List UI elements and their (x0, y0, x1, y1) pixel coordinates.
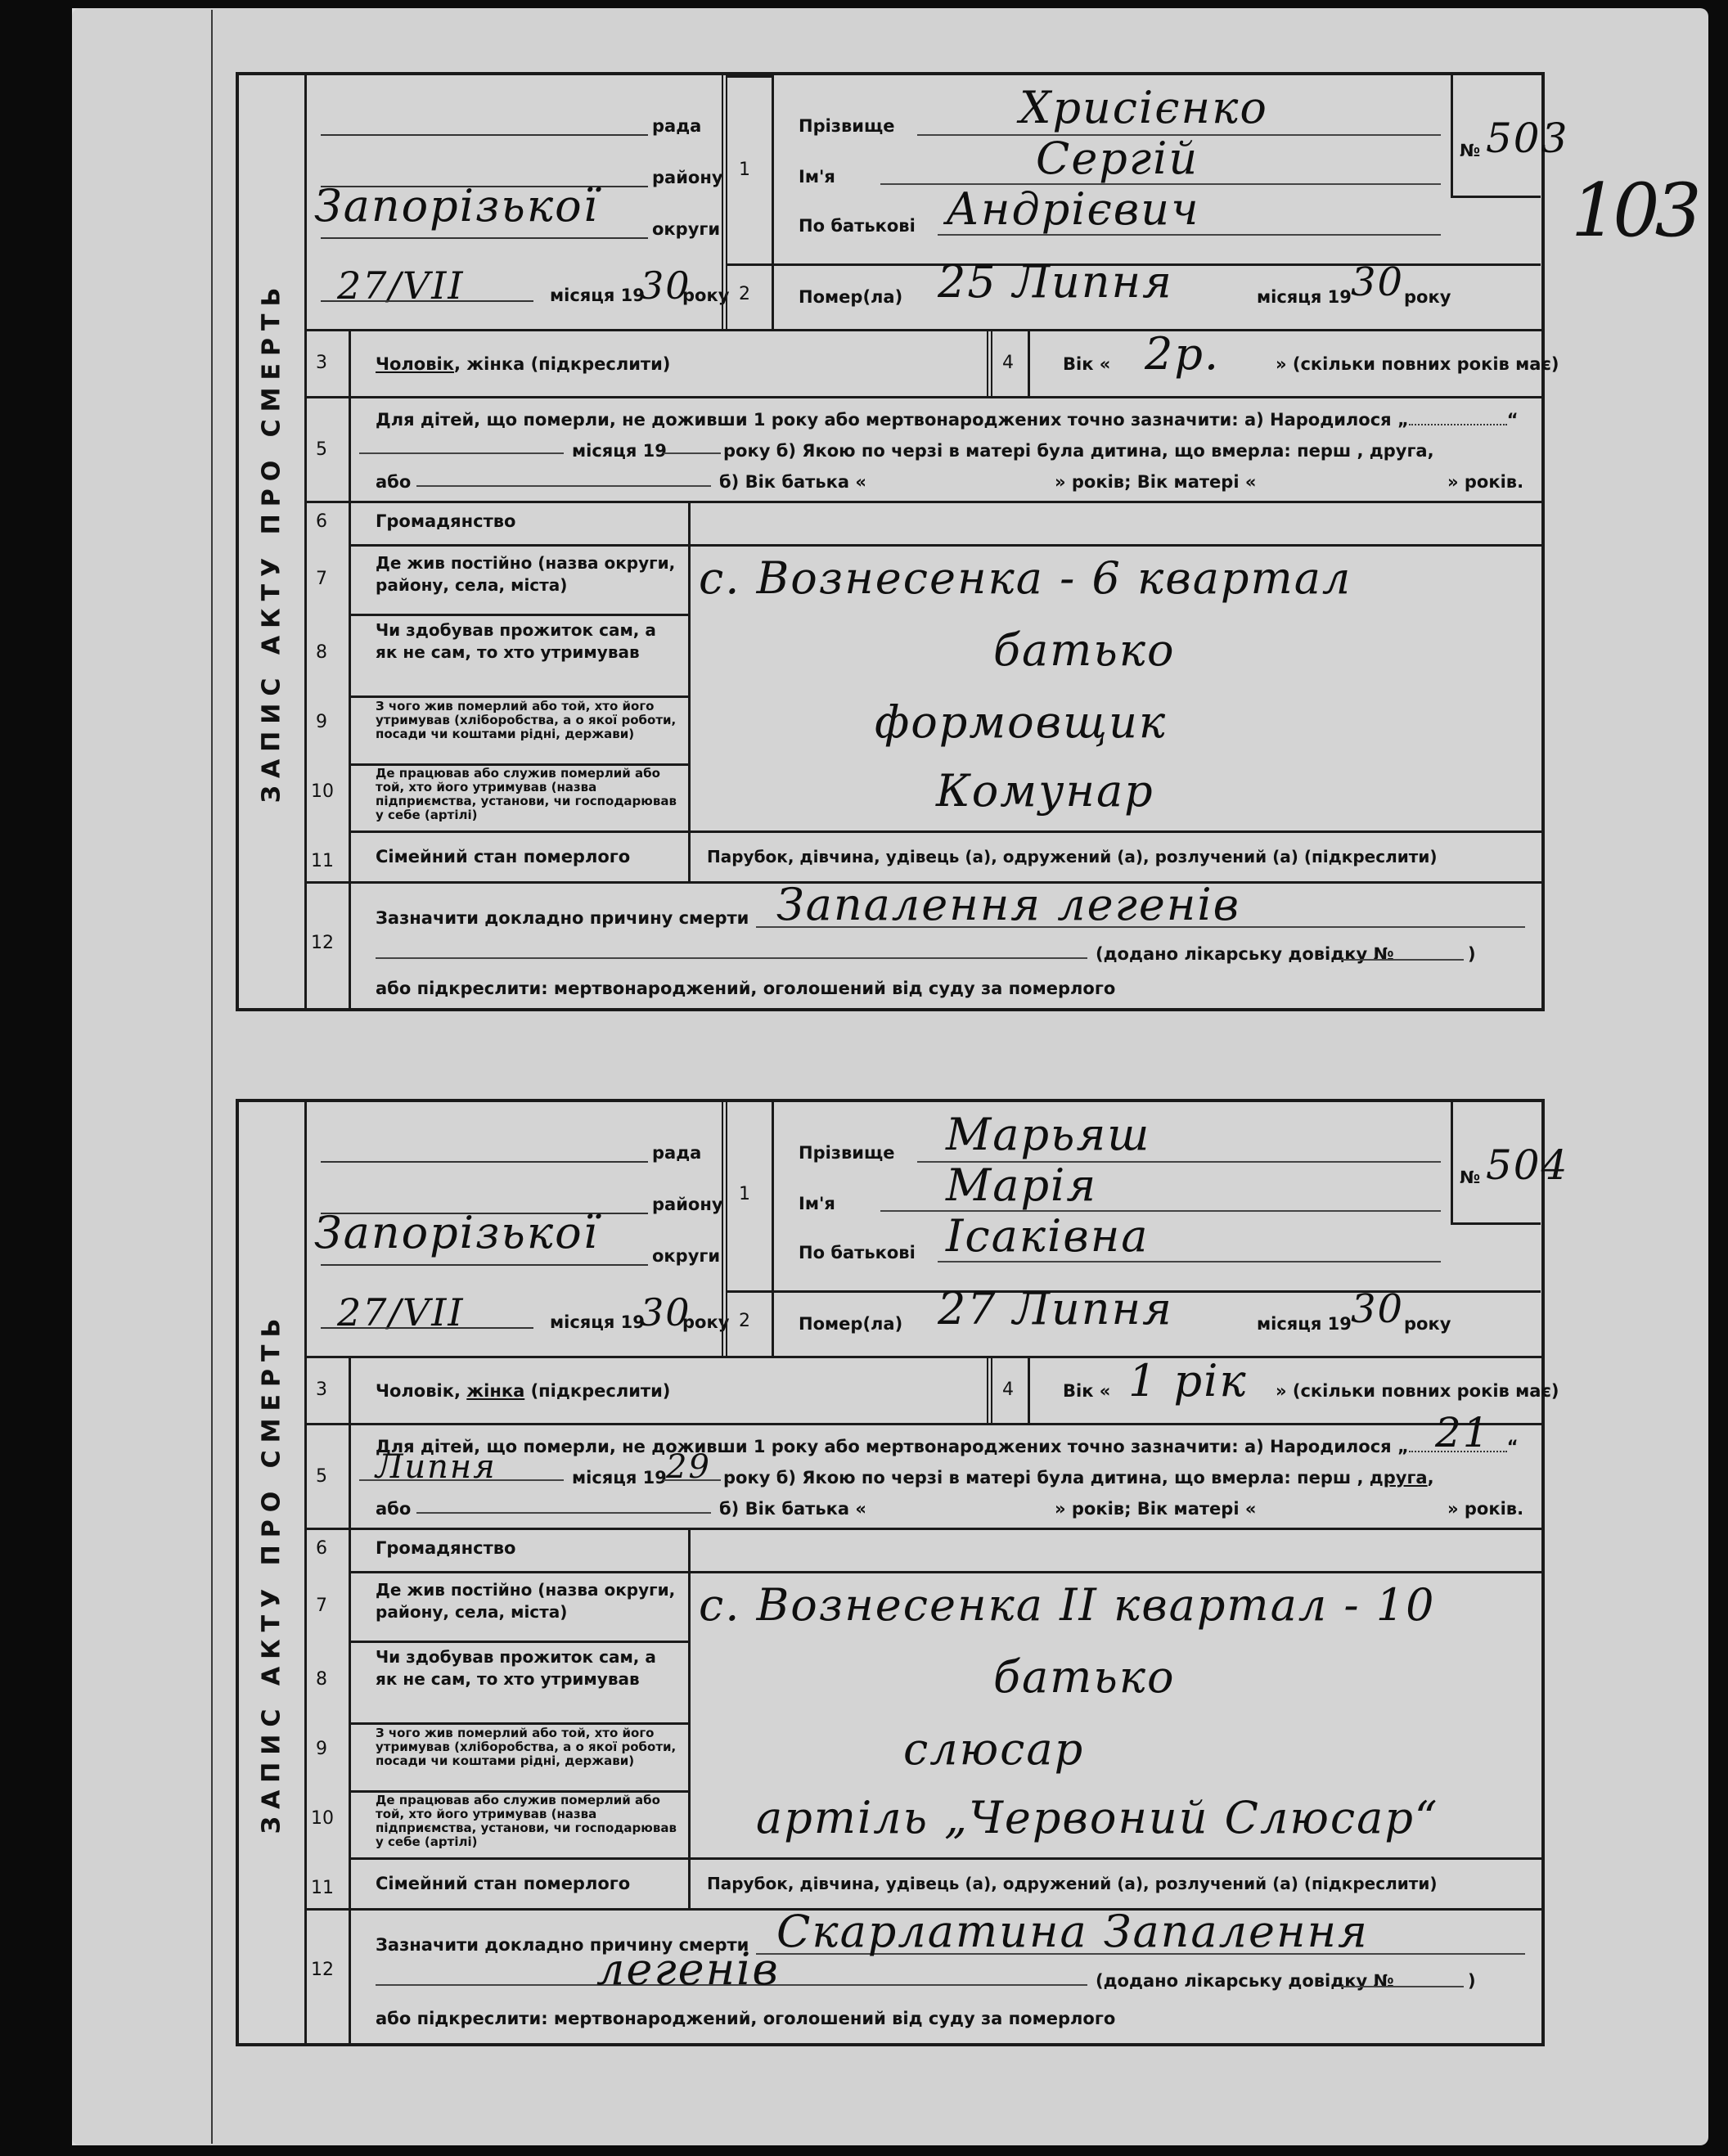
header-right (722, 75, 1569, 329)
birth-year-value: 29 (666, 1448, 711, 1486)
dovidka-end: ) (1468, 1971, 1476, 1991)
row-number-10: 10 (311, 781, 334, 802)
children-abo-line (416, 485, 711, 487)
details-value-col (688, 1530, 1541, 1911)
dovidka-label: (додано лікарську довідку № (1096, 944, 1394, 964)
record-number-prefix: № (1460, 141, 1481, 160)
rayonu-label: району (652, 168, 723, 187)
patronymic-value: Андрієвич (946, 183, 1200, 235)
workplace-value: Комунар (936, 765, 1154, 817)
row-number-5: 5 (316, 439, 327, 460)
children-line-3c: » років; Вік матері « (1055, 472, 1257, 492)
sex-label: Чоловік, жінка (підкреслити) (376, 354, 671, 374)
registration-date: 27/VII (337, 263, 465, 308)
okruha-value: Запорізької (314, 1207, 599, 1258)
okrugy-line (321, 237, 648, 239)
record-number-prefix: № (1460, 1168, 1481, 1187)
date-line (321, 1327, 533, 1329)
row-number-7: 7 (316, 569, 327, 589)
row-number-9: 9 (316, 712, 327, 732)
row-number-9: 9 (316, 1739, 327, 1759)
children-line-1: Для дітей, що померли, не доживши 1 року або мертвонароджених точно зазначити: а) Народилося „ “ (376, 410, 1519, 430)
death-record-form-1 (236, 72, 1569, 1011)
provider-value: батько (993, 1651, 1176, 1703)
row-3-4 (304, 1355, 1559, 1423)
dovidka-end: ) (1468, 944, 1476, 964)
row-5 (304, 1409, 1541, 1528)
residence-label: Де жив постійно (назва округи, району, села, міста) (376, 1580, 676, 1622)
marital-options: Парубок, дівчина, удівець (а), одружений (а), розлучений (а) (підкреслити) (707, 847, 1438, 866)
children-line-2a: місяця 19 (572, 441, 667, 461)
children-cell (349, 398, 1541, 503)
roku-label: року (682, 1312, 730, 1332)
okrugy-label: округи (652, 1246, 721, 1266)
age-value: 2р. (1145, 328, 1221, 380)
row-number-11: 11 (311, 851, 334, 871)
marital-options: Парубок, дівчина, удівець (а), одружений (а), розлучений (а) (підкреслити) (707, 1874, 1438, 1893)
rayonu-label: району (652, 1195, 723, 1214)
row-12 (304, 1908, 1541, 2043)
details-label-col (349, 1530, 688, 1911)
sex-cell (349, 1358, 987, 1425)
surname-label: Прізвище (799, 116, 895, 136)
row-number-6: 6 (316, 511, 327, 532)
side-title-box (239, 1102, 307, 2043)
children-line-3a: або (376, 1499, 412, 1519)
surname-label: Прізвище (799, 1143, 895, 1163)
age-label: Вік « (1063, 354, 1111, 374)
death-date-row (727, 1283, 1541, 1356)
roku-label-2: року (1404, 1314, 1451, 1334)
row-number-1: 1 (739, 160, 750, 180)
row-number-12: 12 (311, 933, 334, 953)
age-number-col (987, 1358, 1028, 1425)
roku-label-2: року (1404, 287, 1451, 307)
header-right (722, 1102, 1569, 1356)
row-number-4: 4 (1002, 353, 1014, 373)
record-number: 503 (1486, 115, 1569, 162)
children-line-3b: б) Вік батька « (719, 1499, 866, 1519)
registration-year: 30 (640, 1290, 691, 1335)
divider (351, 830, 691, 833)
citizenship-label: Громадянство (376, 511, 516, 531)
details-block (304, 501, 1541, 881)
children-line-2b: року б) Якою по черзі в матері була дитина, що вмерла: перш , друга, (723, 441, 1434, 461)
divider (691, 1571, 1544, 1573)
divider (691, 830, 1544, 833)
marital-label: Сімейний стан померлого (376, 847, 631, 866)
margin-page-number: 103 (1571, 168, 1697, 254)
misyatsia-label: місяця 19 (550, 286, 645, 305)
record-number-box (1451, 1102, 1569, 1225)
children-abo-line (416, 1512, 711, 1514)
details-number-col (304, 503, 349, 884)
children-line-2b: року б) Якою по черзі в матері була дитина, що вмерла: перш , друга, (723, 1468, 1434, 1488)
registration-year: 30 (640, 263, 691, 308)
divider (351, 1857, 691, 1860)
divider (351, 1571, 691, 1573)
side-title: ЗАПИС АКТУ ПРО СМЕРТЬ (257, 1311, 286, 1834)
cause-cell (349, 879, 1541, 1008)
dovidka-line (1341, 959, 1464, 961)
provider-value: батько (993, 624, 1176, 676)
details-number-col (304, 1530, 349, 1911)
occupation-label: З чого жив померлий або той, хто його утримував (хліборобства, а о якої роботи, посади чи коштами рідні, держави) (376, 1726, 677, 1768)
occupation-label: З чого жив померлий або той, хто його утримував (хліборобства, а о якої роботи, посади чи коштами рідні, держави) (376, 699, 677, 741)
birth-month-value: Липня (376, 1448, 497, 1486)
name-value: Марія (946, 1159, 1098, 1211)
row-number-2: 2 (739, 284, 750, 304)
death-record-form-2 (236, 1099, 1569, 2046)
dovidka-label: (додано лікарську довідку № (1096, 1971, 1394, 1991)
residence-value: с. Вознесенка - 6 квартал (699, 552, 1352, 604)
residence-label: Де жив постійно (назва округи, району, села, міста) (376, 553, 676, 595)
registration-date: 27/VII (337, 1290, 465, 1335)
binding-rule (211, 10, 213, 2144)
misyatsia-label-2: місяця 19 (1257, 1314, 1352, 1334)
patronymic-value: Ісаківна (946, 1210, 1150, 1262)
birth-day-value: 21 (1435, 1409, 1491, 1456)
rada-label: рада (652, 1143, 702, 1163)
children-line-2a: місяця 19 (572, 1468, 667, 1488)
residence-value: с. Вознесенка II квартал - 10 (699, 1579, 1436, 1631)
row-number-2: 2 (739, 1311, 750, 1331)
rada-line (321, 1161, 648, 1163)
record-number-box (1451, 75, 1569, 198)
children-line-3d: » років. (1447, 472, 1524, 492)
death-day-value: 27 Липня (938, 1283, 1173, 1335)
record-number: 504 (1486, 1141, 1569, 1189)
name-block (772, 75, 1451, 265)
pomer-label: Помер(ла) (799, 287, 903, 307)
row-number-3: 3 (316, 1380, 327, 1400)
rada-label: рада (652, 116, 702, 136)
cause-value: Скарлатина Запалення (776, 1906, 1369, 1957)
details-value-col (688, 503, 1541, 884)
age-cell (1028, 328, 1559, 398)
sex-cell (349, 331, 987, 398)
divider (691, 544, 1544, 547)
divider (351, 544, 691, 547)
row-number-11: 11 (311, 1878, 334, 1898)
okrugy-line (321, 1264, 648, 1266)
death-year-value: 30 (1351, 1286, 1405, 1332)
cause-label: Зазначити докладно причину смерти (376, 1935, 749, 1955)
abo-label: або підкреслити: мертвонароджений, оголошений від суду за померлого (376, 2009, 1116, 2028)
children-line-3a: або (376, 472, 412, 492)
divider (691, 1857, 1544, 1860)
name-block (772, 1102, 1451, 1292)
birth-day-line (359, 452, 564, 454)
divider (351, 1641, 691, 1643)
row-number-7: 7 (316, 1596, 327, 1616)
death-day-value: 25 Липня (938, 256, 1173, 308)
children-line-1: Для дітей, що померли, не доживши 1 року або мертвонароджених точно зазначити: а) Народилося „ “ (376, 1437, 1519, 1456)
abo-label: або підкреслити: мертвонароджений, оголошений від суду за померлого (376, 979, 1116, 998)
divider (351, 614, 691, 616)
details-label-col (349, 503, 688, 884)
row-12 (304, 881, 1541, 1008)
rada-line (321, 134, 648, 136)
citizenship-label: Громадянство (376, 1538, 516, 1558)
row-number-10: 10 (311, 1808, 334, 1829)
cause-label: Зазначити докладно причину смерти (376, 908, 749, 928)
row-number-8: 8 (316, 642, 327, 663)
cause-cell (349, 1906, 1541, 2043)
misyatsia-label: місяця 19 (550, 1312, 645, 1332)
misyatsia-label-2: місяця 19 (1257, 287, 1352, 307)
death-date-row (727, 256, 1541, 329)
children-cell (349, 1409, 1541, 1530)
surname-value: Марьяш (946, 1109, 1151, 1160)
workplace-label: Де працював або служив померлий або той, хто його утримував (назва підприємства, установи, чи господарював у себе (артілі) (376, 1793, 677, 1849)
age-value: 1 рік (1128, 1355, 1248, 1407)
children-line-3c: » років; Вік матері « (1055, 1499, 1257, 1519)
children-line-3b: б) Вік батька « (719, 472, 866, 492)
row-number-12: 12 (311, 1960, 334, 1980)
patronymic-label: По батькові (799, 1243, 916, 1263)
workplace-value: артіль „Червоний Слюсар“ (756, 1792, 1439, 1843)
name-label: Ім'я (799, 1194, 835, 1213)
okrugy-label: округи (652, 219, 721, 239)
death-date-cell (772, 256, 1541, 329)
occupation-value: формовщик (875, 696, 1168, 748)
provider-label: Чи здобував прожиток сам, а як не сам, то хто утримував (376, 620, 656, 662)
date-line (321, 300, 533, 302)
okruha-value: Запорізької (314, 180, 599, 232)
age-suffix: » (скільки повних років має) (1276, 354, 1559, 374)
row-1-number-col (727, 75, 772, 263)
name-value: Сергій (1036, 133, 1199, 184)
row-number-6: 6 (316, 1538, 327, 1559)
side-title: ЗАПИС АКТУ ПРО СМЕРТЬ (257, 280, 286, 803)
children-line-3d: » років. (1447, 1499, 1524, 1519)
death-date-cell (772, 1283, 1541, 1356)
birth-year-line (664, 452, 721, 454)
pomer-label: Помер(ла) (799, 1314, 903, 1334)
row-number-8: 8 (316, 1669, 327, 1690)
cause-value: Запалення легенів (776, 879, 1241, 930)
sex-label: Чоловік, жінка (підкреслити) (376, 1381, 671, 1401)
marital-label: Сімейний стан померлого (376, 1874, 631, 1893)
death-year-value: 30 (1351, 259, 1405, 305)
row-number-4: 4 (1002, 1380, 1014, 1400)
row-number-5: 5 (316, 1466, 327, 1487)
name-label: Ім'я (799, 167, 835, 187)
roku-label: року (682, 286, 730, 305)
row-number-1: 1 (739, 1184, 750, 1204)
side-title-box (239, 75, 307, 1008)
provider-label: Чи здобував прожиток сам, а як не сам, то хто утримував (376, 1647, 656, 1689)
age-label: Вік « (1063, 1381, 1111, 1401)
details-block (304, 1528, 1541, 1908)
row-1-number-col (727, 1102, 772, 1290)
patronymic-label: По батькові (799, 216, 916, 236)
row-3-4 (304, 328, 1559, 396)
cause-value-2: легенів (596, 1943, 780, 1995)
dovidka-line (1341, 1986, 1464, 1987)
cause-line-2 (376, 957, 1087, 959)
surname-value: Хрисієнко (1019, 82, 1268, 133)
divider (351, 1722, 691, 1725)
age-number-col (987, 331, 1028, 398)
divider (351, 695, 691, 698)
workplace-label: Де працював або служив померлий або той, хто його утримував (назва підприємства, установи, чи господарював у себе (артілі) (376, 766, 677, 822)
occupation-value: слюсар (903, 1723, 1085, 1775)
age-suffix: » (скільки повних років має) (1276, 1381, 1559, 1401)
row-5 (304, 396, 1541, 501)
row-number-3: 3 (316, 353, 327, 373)
